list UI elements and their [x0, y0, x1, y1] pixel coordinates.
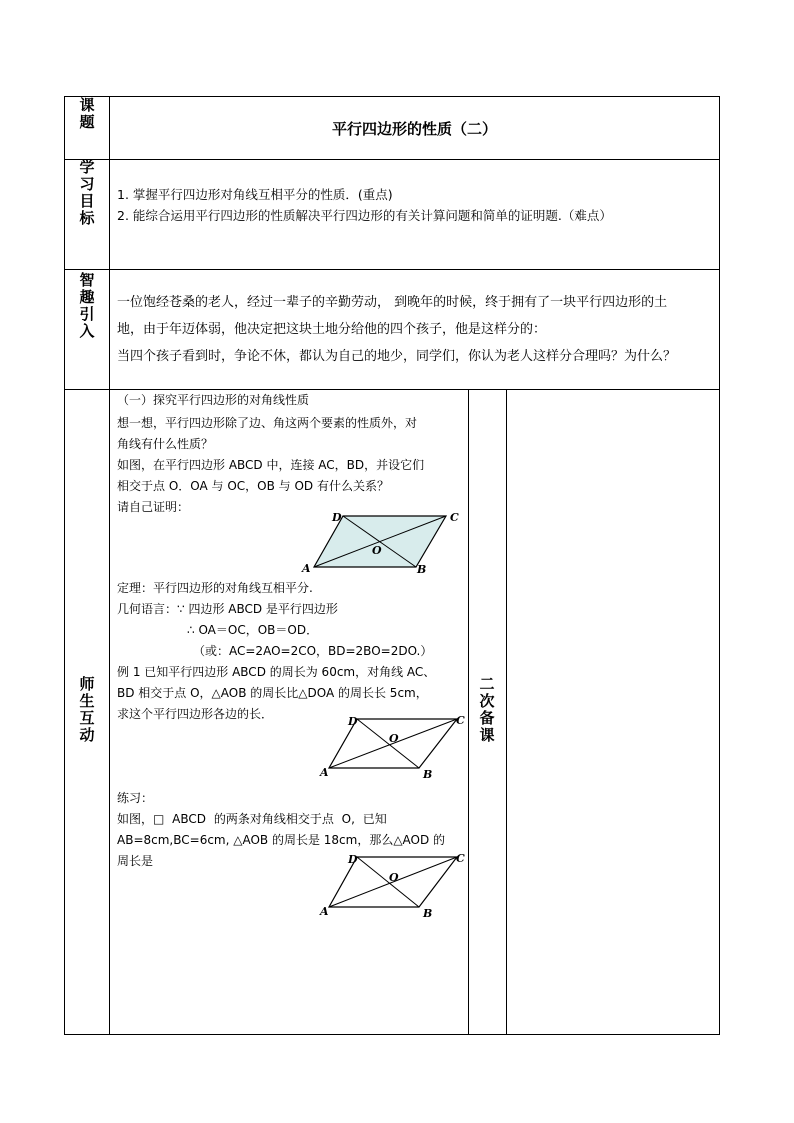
prep-column-right	[506, 389, 507, 1035]
figure1-label-o: O	[372, 544, 382, 557]
think-line-1: 想一想，平行四边形除了边、角这两个要素的性质外，对	[117, 416, 418, 430]
geometry-language-3: （或：AC=2AO=2CO，BD=2BO=2DO.）	[193, 644, 433, 658]
example-line-1: 例 1 已知平行四边形 ABCD 的周长为 60cm，对角线 AC、	[117, 665, 436, 679]
figure3-label-b: B	[423, 907, 433, 920]
intro-line-3: 当四个孩子看到时，争论不休，都认为自己的地少，同学们，你认为老人这样分合理吗？为什么？	[117, 349, 677, 364]
intro-line-2: 地，由于年迈体弱，他决定把这块土地分给他的四个孩子，他是这样分的：	[117, 322, 547, 337]
objective-1: 1. 掌握平行四边形对角线互相平分的性质．(重点)	[117, 187, 393, 202]
table-border-right	[719, 96, 720, 1035]
parallelogram-figure-3	[318, 850, 468, 920]
intro-row-label: 智 趣 引 入	[79, 271, 95, 340]
practice-line-2: AB=8cm,BC=6cm, △AOB 的周长是 18cm，那么△AOD 的	[117, 833, 446, 847]
section-heading: （一）探究平行四边形的对角线性质	[117, 393, 310, 407]
figure3-label-a: A	[320, 905, 329, 918]
objectives-row-label: 学 习 目 标	[79, 158, 95, 227]
figure2-label-c: C	[456, 714, 465, 727]
table-border-left	[64, 96, 65, 1035]
example-line-3: 求这个平行四边形各边的长．	[117, 707, 274, 721]
figure-line-2: 相交于点 O．OA 与 OC，OB 与 OD 有什么关系？	[117, 479, 389, 493]
figure2-label-a: A	[320, 766, 329, 779]
figure1-label-c: C	[450, 511, 459, 524]
figure2-label-b: B	[423, 768, 433, 781]
figure1-label-d: D	[332, 511, 342, 524]
figure1-label-a: A	[302, 562, 311, 575]
intro-line-1: 一位饱经苍桑的老人，经过一辈子的辛勤劳动， 到晚年的时候，终于拥有了一块平行四边形的土	[117, 295, 668, 310]
row-divider-1	[64, 159, 720, 160]
second-prep-label: 二 次 备 课	[479, 675, 495, 744]
geometry-language-2: ∴ OA＝OC，OB＝OD．	[187, 623, 319, 637]
lesson-title: 平行四边形的性质（二）	[331, 120, 497, 138]
table-border-bottom	[64, 1034, 720, 1035]
figure3-label-c: C	[456, 852, 465, 865]
row-divider-2	[64, 269, 720, 270]
figure2-label-o: O	[389, 732, 399, 745]
figure2-label-d: D	[348, 715, 358, 728]
title-row-label: 课 题	[79, 96, 95, 131]
practice-line-3: 周长是	[117, 854, 154, 868]
figure3-label-d: D	[348, 853, 358, 866]
figure1-label-b: B	[417, 563, 427, 576]
think-line-2: 角线有什么性质？	[117, 437, 214, 451]
objective-2: 2. 能综合运用平行四边形的性质解决平行四边形的有关计算问题和简单的证明题.（难点）	[117, 208, 612, 223]
geometry-language-1: 几何语言：∵ 四边形 ABCD 是平行四边形	[117, 602, 338, 616]
theorem: 定理：平行四边形的对角线互相平分.	[117, 581, 313, 595]
parallelogram-figure-2	[318, 712, 468, 782]
example-line-2: BD 相交于点 O，△AOB 的周长比△DOA 的周长长 5cm，	[117, 686, 428, 700]
practice-label: 练习：	[117, 791, 154, 805]
prove-prompt: 请自己证明：	[117, 500, 190, 514]
figure2-diagonal-bd	[357, 719, 419, 768]
prep-column-left	[468, 389, 469, 1035]
figure3-label-o: O	[389, 871, 399, 884]
interaction-row-label: 师 生 互 动	[79, 675, 95, 744]
label-column-divider	[109, 96, 110, 1035]
table-border-top	[64, 96, 720, 97]
practice-line-1: 如图，□ ABCD 的两条对角线相交于点 O, 已知	[117, 812, 387, 826]
figure-line-1: 如图，在平行四边形 ABCD 中，连接 AC，BD，并设它们	[117, 458, 425, 472]
parallelogram-figure-1	[296, 508, 466, 578]
figure3-diagonal-bd	[357, 857, 419, 907]
